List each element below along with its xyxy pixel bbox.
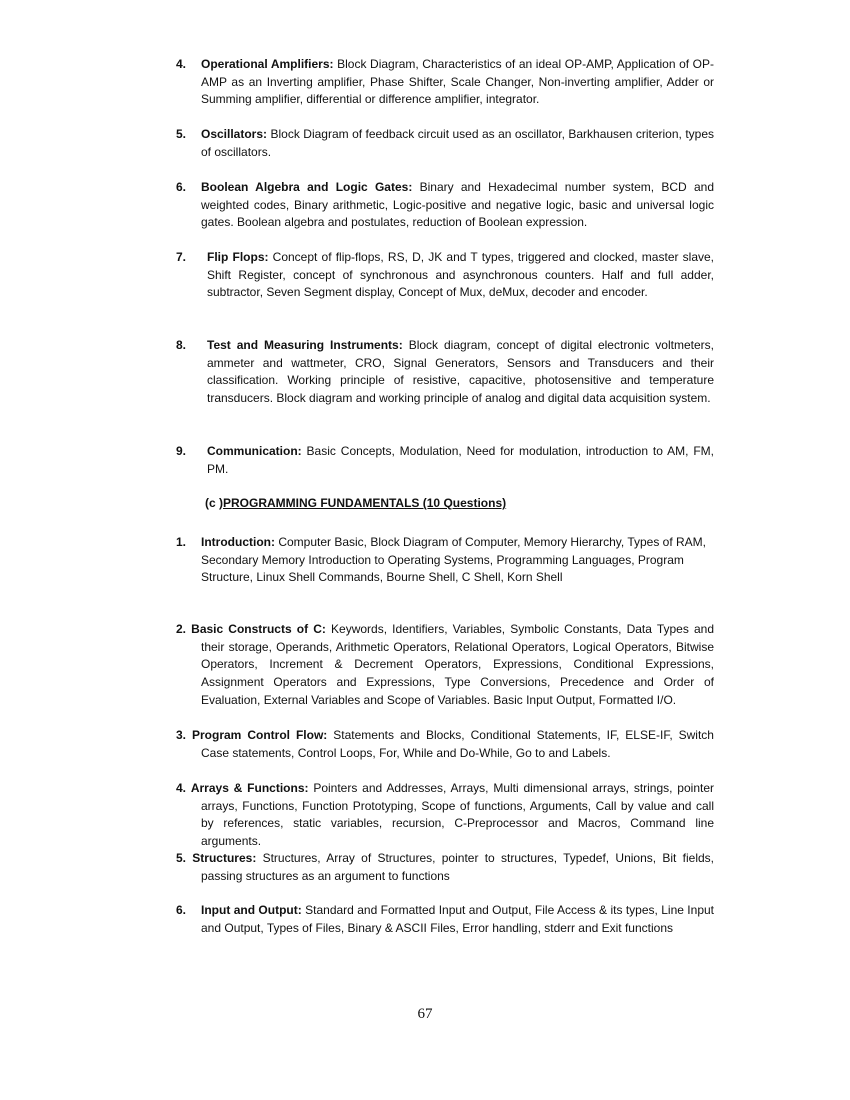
item-text: Block Diagram, Characteristics of an ideal OP-AMP, Application of OP-AMP as an Inverting amplifier, Phase Shifter, Scale Changer, Non-inverting amplifier, Adder or Summing amplifier, differential or difference amplifier, integrator. xyxy=(201,57,715,107)
item-number: 3. xyxy=(176,728,187,742)
item-text: Binary and Hexadecimal number system, BCD and weighted codes, Binary arithmetic, Logic-positive and negative logic, basic and universal logic gates. Boolean algebra and postulates, reduction of Boolean expression. xyxy=(201,180,714,230)
syllabus-item-op-amp xyxy=(176,56,714,109)
item-title: Test and Measuring Instruments: xyxy=(207,338,403,352)
item-title: Oscillators: xyxy=(201,127,268,141)
item-text: Standard and Formatted Input and Output, File Access & its types, Line Input and Output, Types of Files, Binary & ASCII Files, Error handling, stderr and Exit functions xyxy=(201,903,714,935)
syllabus-item-oscillators xyxy=(176,126,714,161)
section-prefix: (c ) xyxy=(205,496,223,510)
item-text: Basic Concepts, Modulation, Need for modulation, introduction to AM, FM, PM. xyxy=(207,444,714,476)
page-number: 67 xyxy=(417,1006,433,1022)
syllabus-item-introduction xyxy=(176,534,714,587)
section-title: PROGRAMMING FUNDAMENTALS (10 Questions) xyxy=(223,496,507,510)
syllabus-item-flip-flops xyxy=(176,249,714,302)
item-title: Program Control Flow: xyxy=(192,728,328,742)
item-text: Block Diagram of feedback circuit used as an oscillator, Barkhausen criterion, types of oscillators. xyxy=(201,127,714,159)
item-title: Communication: xyxy=(207,444,302,458)
syllabus-item-basic-constructs xyxy=(176,621,714,710)
item-text: Computer Basic, Block Diagram of Computer, Memory Hierarchy, Types of RAM, Secondary Memory Introduction to Operating Systems, Programming Languages, Program Structure, Linux Shell Commands, Bourne Shell, C Shell, Korn Shell xyxy=(201,535,707,585)
syllabus-item-measuring-instruments xyxy=(176,337,714,408)
syllabus-item-boolean-algebra xyxy=(176,179,714,232)
item-title: Basic Constructs of C: xyxy=(191,622,326,636)
item-title: Introduction: xyxy=(201,535,275,549)
item-number: 1. xyxy=(176,535,187,549)
item-number: 4. xyxy=(176,781,187,795)
item-title: Arrays & Functions: xyxy=(190,781,309,795)
syllabus-item-communication xyxy=(176,443,714,478)
section-heading xyxy=(205,495,506,513)
item-number: 5. xyxy=(176,127,187,141)
item-number: 4. xyxy=(176,57,187,71)
item-title: Boolean Algebra and Logic Gates: xyxy=(201,180,413,194)
item-text: Statements and Blocks, Conditional Statements, IF, ELSE-IF, Switch Case statements, Control Loops, For, While and Do-While, Go to and Labels. xyxy=(201,728,714,760)
item-title: Operational Amplifiers: xyxy=(201,57,334,71)
item-title: Input and Output: xyxy=(201,903,302,917)
item-number: 8. xyxy=(176,338,187,352)
item-number: 5. xyxy=(176,851,187,865)
item-number: 9. xyxy=(176,444,187,458)
item-text: Keywords, Identifiers, Variables, Symbolic Constants, Data Types and their storage, Operands, Arithmetic Operators, Relational Operators, Logical Operators, Bitwise Operators, Increment & Decrement Operators, Expressions, Conditional Expressions, Assignment Operators and Expressions, Type Conversions, Precedence and Order of Evaluation, External Variables and Scope of Variables. Basic Input Output, Formatted I/O. xyxy=(201,622,715,707)
item-number: 7. xyxy=(176,250,187,264)
syllabus-item-control-flow xyxy=(176,727,714,762)
syllabus-item-structures xyxy=(176,850,714,885)
item-title: Flip Flops: xyxy=(207,250,269,264)
item-text: Structures, Array of Structures, pointer to structures, Typedef, Unions, Bit fields, passing structures as an argument to functions xyxy=(201,851,714,883)
item-text: Pointers and Addresses, Arrays, Multi dimensional arrays, strings, pointer arrays, Functions, Function Prototyping, Scope of functions, Arguments, Call by value and call by references, static variables, recursion, C-Preprocessor and Macros, Command line arguments. xyxy=(201,781,714,849)
item-text: Concept of flip-flops, RS, D, JK and T types, triggered and clocked, master slave, Shift Register, concept of synchronous and asynchronous counters. Half and full adder, subtractor, Seven Segment display, Concept of Mux, deMux, decoder and encoder. xyxy=(207,250,715,300)
item-number: 6. xyxy=(176,180,187,194)
item-text: Block diagram, concept of digital electronic voltmeters, ammeter and wattmeter, CRO, Signal Generators, Sensors and Transducers and their classification. Working principle of resistive, capacitive, photosensitive and temperature transducers. Block diagram and working principle of analog and digital data acquisition system. xyxy=(207,338,714,406)
syllabus-item-arrays-functions xyxy=(176,780,714,851)
item-number: 2. xyxy=(176,622,187,636)
syllabus-item-input-output xyxy=(176,902,714,937)
item-number: 6. xyxy=(176,903,187,917)
item-title: Structures: xyxy=(192,851,257,865)
